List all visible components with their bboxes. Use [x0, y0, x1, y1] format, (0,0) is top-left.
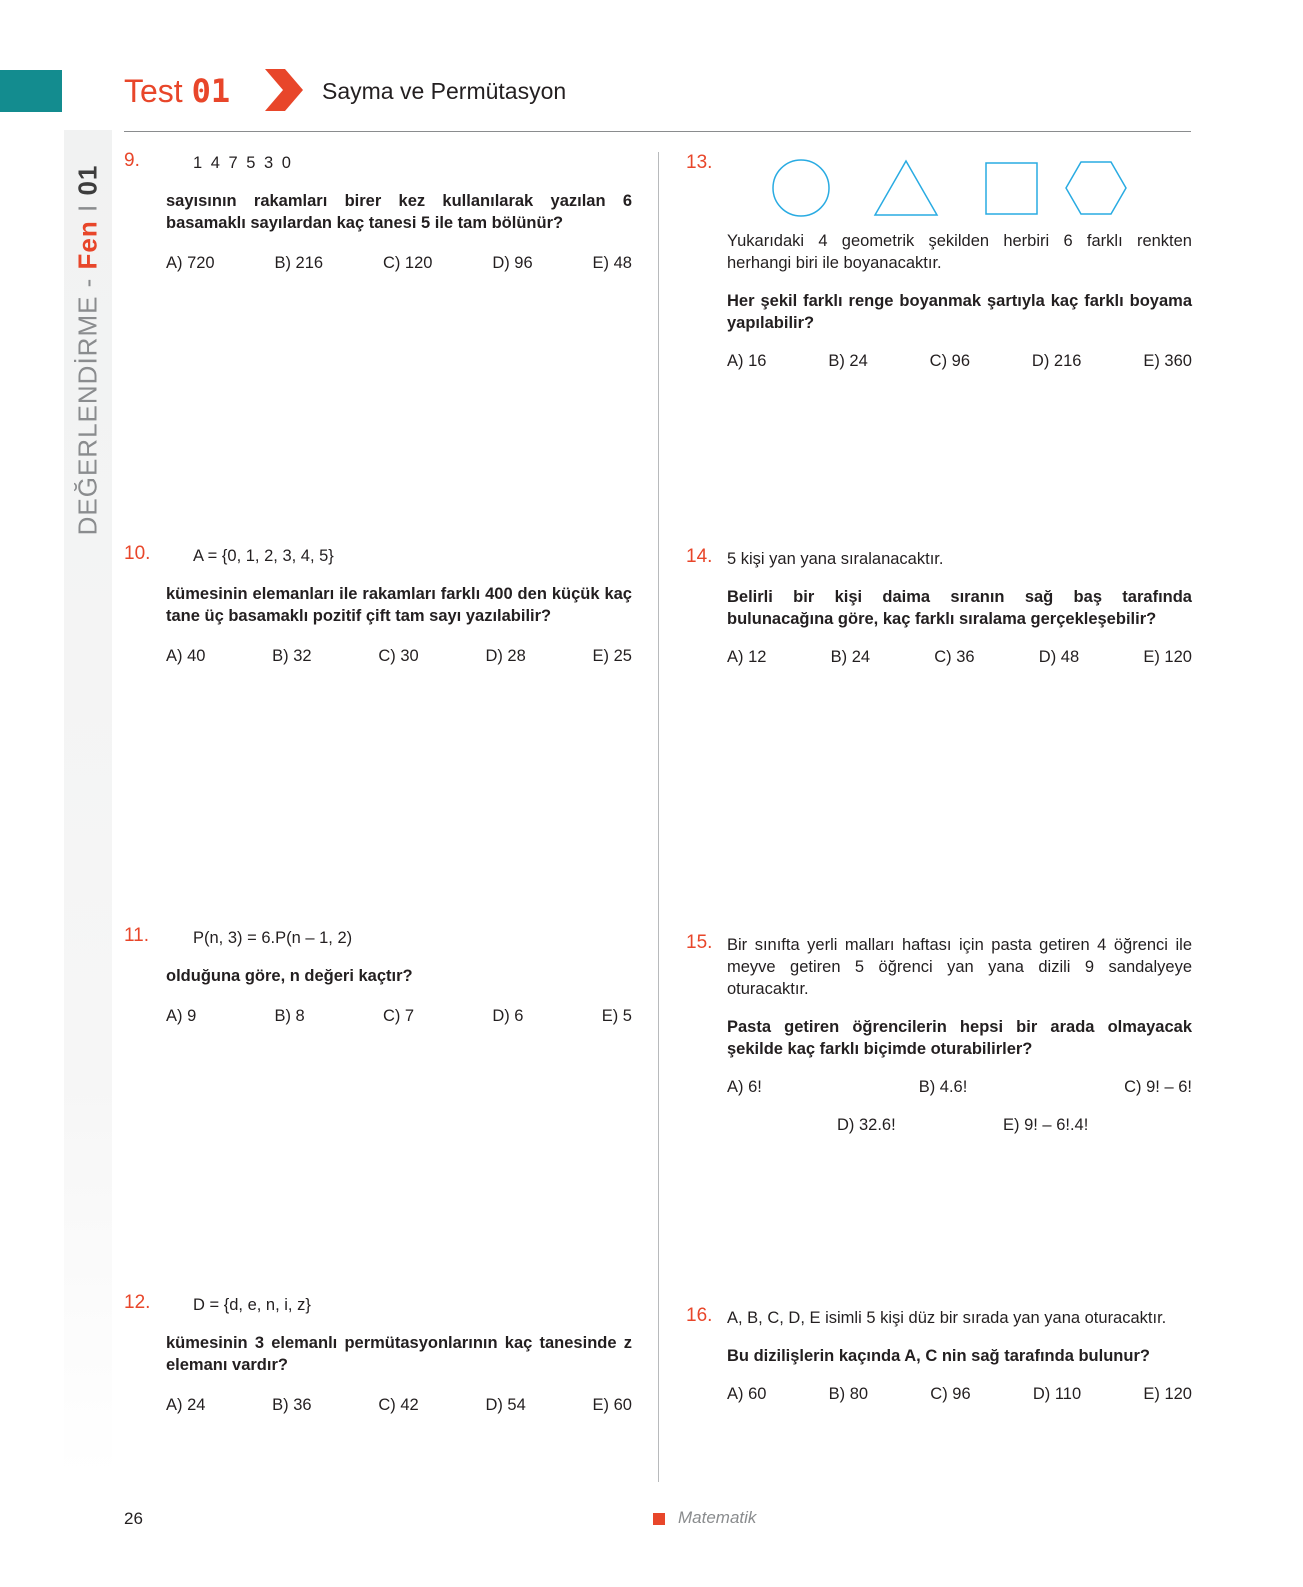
triangle-icon — [875, 161, 937, 215]
question-9 — [166, 152, 632, 274]
page-number: 26 — [124, 1509, 143, 1528]
geometric-shapes — [770, 158, 1130, 218]
option-d[interactable]: D) 54 — [485, 1396, 526, 1414]
option-c[interactable]: C) 96 — [930, 1385, 971, 1403]
answer-options — [727, 646, 1192, 668]
question-intro: A, B, C, D, E isimli 5 kişi düz bir sırada yan yana oturacaktır. — [727, 1309, 1167, 1327]
option-e[interactable]: E) 5 — [601, 1007, 632, 1025]
option-e[interactable]: E) 9! – 6!.4! — [1003, 1116, 1089, 1134]
question-number: 15. — [686, 932, 713, 953]
option-d[interactable]: D) 28 — [485, 647, 526, 665]
square-bullet-icon — [653, 1513, 665, 1525]
option-b[interactable]: B) 32 — [272, 647, 312, 665]
question-stem: Her şekil farklı renge boyanmak şartıyla kaç farklı boyama yapılabilir? — [727, 292, 1192, 332]
option-e[interactable]: E) 48 — [592, 254, 632, 272]
answer-options — [727, 350, 1192, 372]
hexagon-icon — [1066, 162, 1126, 214]
brand-logo-text: Fen — [72, 220, 103, 270]
question-number: 9. — [124, 150, 140, 171]
question-expression: A = {0, 1, 2, 3, 4, 5} — [193, 547, 334, 565]
answer-options — [166, 1394, 632, 1416]
test-label: Test — [124, 73, 183, 109]
option-d[interactable]: D) 96 — [492, 254, 533, 272]
question-intro: 5 kişi yan yana sıralanacaktır. — [727, 550, 944, 568]
option-e[interactable]: E) 360 — [1143, 352, 1192, 370]
question-11 — [166, 927, 632, 1027]
column-divider — [658, 152, 659, 1482]
question-stem: kümesinin elemanları ile rakamları farklı 400 den küçük kaç tane üç basamaklı pozitif çift tam sayı yazılabilir? — [166, 585, 632, 625]
option-b[interactable]: B) 24 — [828, 352, 868, 370]
option-a[interactable]: A) 720 — [166, 254, 215, 272]
option-a[interactable]: A) 40 — [166, 647, 206, 665]
test-title — [124, 72, 230, 110]
header-rule — [124, 131, 1191, 132]
topic-title: Sayma ve Permütasyon — [322, 78, 567, 104]
question-number: 11. — [124, 925, 150, 946]
option-a[interactable]: A) 60 — [727, 1385, 767, 1403]
option-e[interactable]: E) 60 — [592, 1396, 632, 1414]
option-d[interactable]: D) 6 — [492, 1007, 524, 1025]
question-stem: sayısının rakamları birer kez kullanılarak yazılan 6 basamaklı sayılardan kaç tanesi 5 ile tam bölünür? — [166, 192, 632, 232]
option-c[interactable]: C) 36 — [934, 648, 975, 666]
question-stem: olduğuna göre, n değeri kaçtır? — [166, 967, 413, 985]
option-c[interactable]: C) 9! – 6! — [1124, 1078, 1192, 1096]
option-d[interactable]: D) 48 — [1038, 648, 1080, 666]
option-c[interactable]: C) 30 — [378, 647, 419, 665]
question-15 — [727, 934, 1192, 1136]
option-d[interactable]: D) 216 — [1031, 352, 1082, 370]
option-c[interactable]: C) 120 — [382, 254, 433, 272]
option-c[interactable]: C) 96 — [929, 352, 971, 370]
side-separator: I — [72, 195, 103, 221]
option-e[interactable]: E) 25 — [592, 647, 632, 665]
question-expression: 1 4 7 5 3 0 — [193, 154, 293, 172]
question-stem: Belirli bir kişi daima sıranın sağ baş tarafında bulunacağına göre, kaç farklı sıralama gerçekleşebilir? — [727, 588, 1192, 628]
option-a[interactable]: A) 16 — [727, 352, 767, 370]
question-number: 10. — [124, 543, 151, 564]
option-b[interactable]: B) 24 — [830, 648, 871, 666]
option-a[interactable]: A) 24 — [166, 1396, 206, 1414]
question-stem: Pasta getiren öğrencilerin hepsi bir arada olmayacak şekilde kaç farklı biçimde oturabilirler? — [727, 1018, 1192, 1058]
option-b[interactable]: B) 4.6! — [918, 1078, 968, 1096]
answer-options — [166, 252, 632, 274]
option-a[interactable]: A) 12 — [727, 648, 767, 666]
answer-options-row-2 — [727, 1114, 1192, 1136]
answer-options — [166, 645, 632, 667]
option-a[interactable]: A) 6! — [727, 1078, 762, 1096]
question-intro: Yukarıdaki 4 geometrik şekilden herbiri 6 farklı renkten herhangi biri ile boyanacaktır. — [727, 232, 1192, 272]
answer-options-row-1 — [727, 1076, 1192, 1098]
option-c[interactable]: C) 42 — [378, 1396, 419, 1414]
question-number: 12. — [124, 1292, 151, 1313]
answer-options — [166, 1005, 632, 1027]
question-14 — [727, 548, 1192, 668]
side-label-text: DEĞERLENDİRME - — [72, 269, 103, 536]
option-b[interactable]: B) 216 — [274, 254, 324, 272]
side-label — [73, 165, 104, 536]
option-c[interactable]: C) 7 — [382, 1007, 415, 1025]
teal-header-tab — [0, 70, 62, 112]
option-b[interactable]: B) 36 — [272, 1396, 312, 1414]
question-number: 13. — [686, 152, 713, 173]
question-expression: D = {d, e, n, i, z} — [193, 1296, 311, 1314]
chevron-right-icon — [263, 67, 305, 113]
option-b[interactable]: B) 80 — [828, 1385, 869, 1403]
side-number: 01 — [72, 164, 103, 196]
question-number: 14. — [686, 546, 713, 567]
question-stem: Bu dizilişlerin kaçında A, C nin sağ tarafında bulunur? — [727, 1347, 1150, 1365]
option-e[interactable]: E) 120 — [1143, 1385, 1192, 1403]
option-b[interactable]: B) 8 — [274, 1007, 305, 1025]
question-12 — [166, 1294, 632, 1416]
question-10 — [166, 545, 632, 667]
question-expression: P(n, 3) = 6.P(n – 1, 2) — [193, 929, 353, 947]
option-d[interactable]: D) 32.6! — [837, 1116, 896, 1134]
option-d[interactable]: D) 110 — [1032, 1385, 1082, 1403]
circle-icon — [773, 160, 829, 216]
subject-label: Matematik — [678, 1508, 757, 1527]
square-icon — [986, 163, 1037, 214]
question-stem: kümesinin 3 elemanlı permütasyonlarının kaç tanesinde z elemanı vardır? — [166, 1334, 632, 1374]
question-number: 16. — [686, 1305, 713, 1326]
question-13 — [727, 230, 1192, 372]
test-number: 01 — [191, 72, 231, 110]
question-intro: Bir sınıfta yerli malları haftası için pasta getiren 4 öğrenci ile meyve getiren 5 öğrenci yan yana dizili 9 sandalyeye oturacaktır. — [727, 936, 1192, 998]
question-16 — [727, 1307, 1192, 1405]
answer-options — [727, 1383, 1192, 1405]
option-e[interactable]: E) 120 — [1143, 648, 1192, 666]
option-a[interactable]: A) 9 — [166, 1007, 197, 1025]
